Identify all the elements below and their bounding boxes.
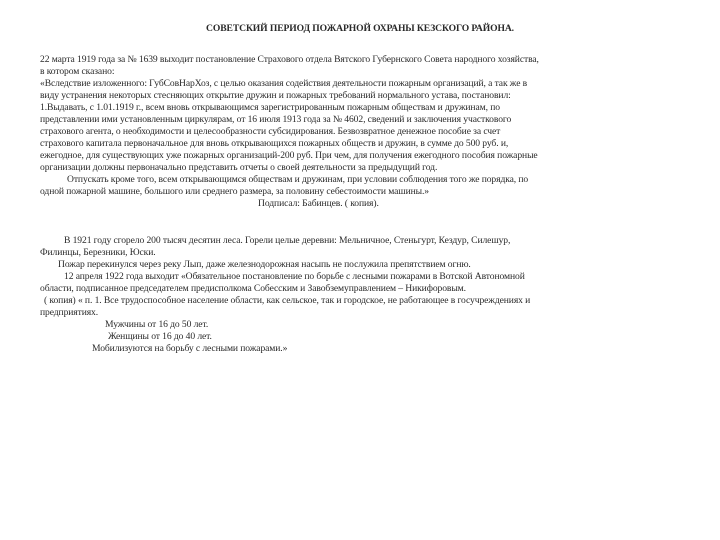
text-line: Отпускать кроме того, всем открывающимся обществам и дружинам, при условии соблюдения того же порядка, по [67, 174, 529, 185]
text-line: страхового агента, о необходимости и целесообразности субсидирования. Безвозвратное денежное пособие за счет [40, 126, 501, 137]
text-line: организации должны первоначально представить отчеты о своей деятельности за предыдущий год. [40, 162, 438, 173]
text-line: 12 апреля 1922 года выходит «Обязательное постановление по борьбе с лесными пожарами в Вотской Автономной [64, 271, 525, 282]
text-line: области, подписанное председателем предисполкома Собесским и Завобземуправлением – Никифоровым. [40, 283, 466, 294]
text-line: Мобилизуются на борьбу с лесными пожарами.» [92, 343, 288, 354]
document-title: СОВЕТСКИЙ ПЕРИОД ПОЖАРНОЙ ОХРАНЫ КЕЗСКОГО РАЙОНА. [206, 23, 514, 34]
text-line: 22 марта 1919 года за № 1639 выходит постановление Страхового отдела Вятского Губернского Совета народного хозяйства, [40, 54, 539, 65]
text-line: виду устранения некоторых стесняющих открытие дружин и пожарных требований нормального устава, постановил: [40, 90, 511, 101]
text-line: предприятиях. [40, 307, 99, 318]
text-line: Мужчины от 16 до 50 лет. [105, 319, 209, 330]
text-line: в котором сказано: [40, 66, 115, 77]
text-line: ( копия) « п. 1. Все трудоспособное население области, как сельское, так и городское, не работающее в госучреждениях и [44, 295, 531, 306]
text-line: Женщины от 16 до 40 лет. [108, 331, 212, 342]
text-line: В 1921 году сгорело 200 тысяч десятин леса. Горели целые деревни: Мельничное, Стеньгурт, Кездур, Силешур, [64, 235, 511, 246]
text-line: страхового капитала первоначальное для вновь открывающихся пожарных обществ и дружин, в сумме до 500 руб. и, [40, 138, 509, 149]
text-line: ежегодное, для существующих уже пожарных организаций-200 руб. При чем, для получения ежегодного пособия пожарные [40, 150, 538, 161]
text-line: представлении ими установленным циркулярам, от 16 июля 1913 года за № 4602, сведений и заключения участкового [40, 114, 512, 125]
signature-line: Подписал: Бабинцев. ( копия). [258, 198, 379, 209]
text-line: 1.Выдавать, с 1.01.1919 г., всем вновь открывающимся зарегистрированным пожарным обществам и дружинам, по [40, 102, 500, 113]
text-line: Пожар перекинулся через реку Лып, даже железнодорожная насыпь не послужила препятствием огню. [58, 259, 471, 270]
text-line: Филинцы, Березники, Юски. [40, 247, 156, 258]
text-line: одной пожарной машине, большого или среднего размера, за половину себестоимости машины.» [40, 186, 429, 197]
text-line: «Вследствие изложенного: ГубСовНарХоз, с целью оказания содействия деятельности пожарным организаций, а так же в [40, 78, 528, 89]
